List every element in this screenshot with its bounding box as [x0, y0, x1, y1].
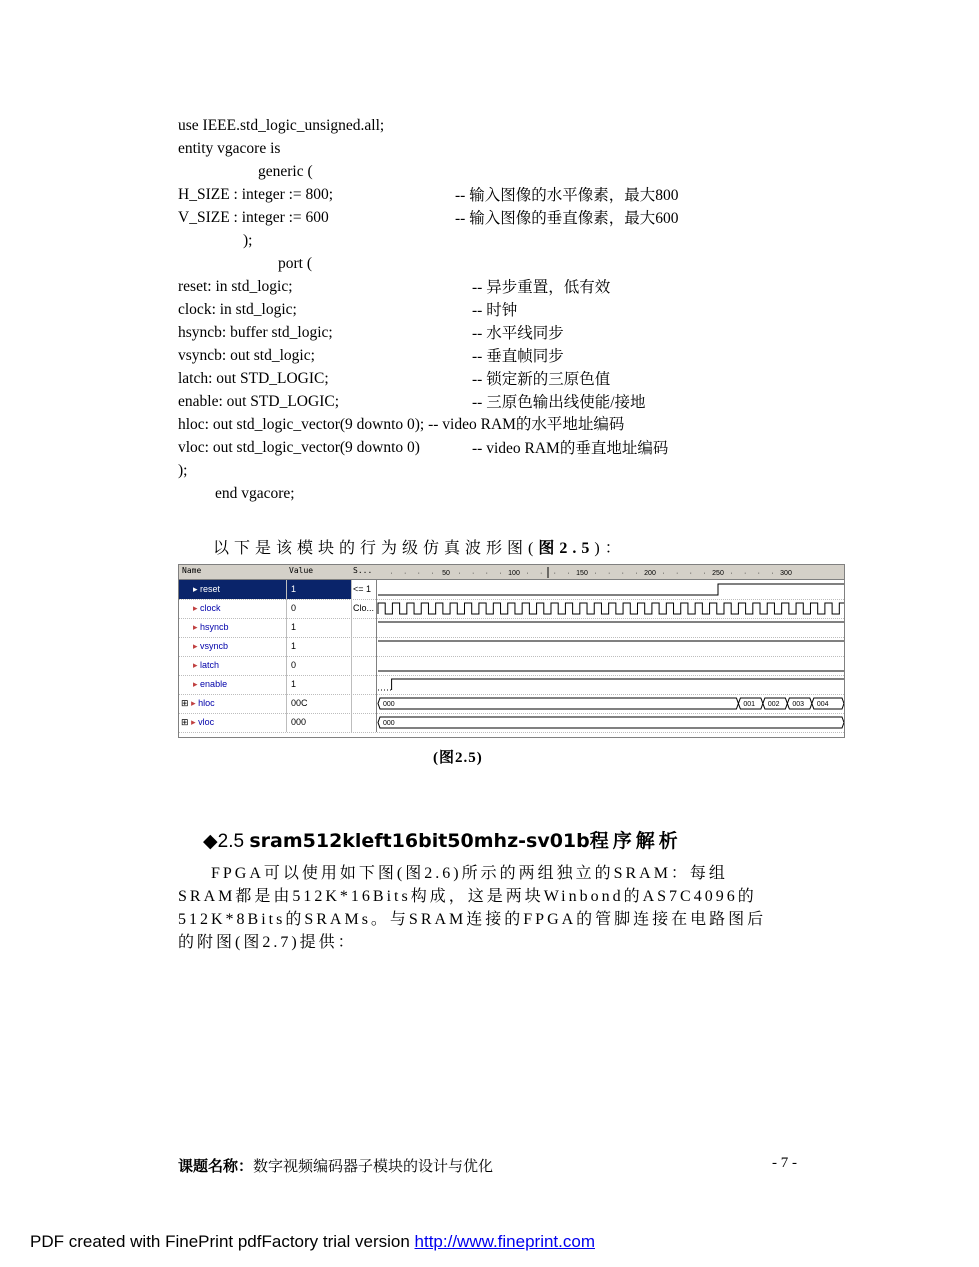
time-tick-dot: · [567, 570, 570, 577]
bus-value-label: 001 [743, 701, 756, 708]
time-tick-dot: · [676, 570, 679, 577]
bus-value-label: 002 [767, 701, 780, 708]
bus-value-label: 004 [816, 701, 829, 708]
time-tick-dot: · [458, 570, 461, 577]
code-line: hloc: out std_logic_vector(9 downto 0); -- video RAM的水平地址编码 [178, 416, 625, 433]
time-tick-label: 300 [780, 570, 792, 577]
time-tick-dot: · [553, 570, 556, 577]
time-tick-dot: · [404, 570, 407, 577]
signal-name: ⊞ ▸ hloc [181, 698, 215, 708]
time-tick-dot: · [540, 570, 543, 577]
paragraph-line: 的附图(图2.7)提供： [178, 934, 357, 951]
time-tick-dot: · [390, 570, 393, 577]
port-icon: ▸ [193, 622, 198, 632]
code-comment: -- 输入图像的水平像素，最大800 [455, 187, 679, 204]
code-comment: -- 水平线同步 [472, 325, 564, 342]
code-line: generic ( [258, 163, 313, 180]
figure-caption: (图2.5) [433, 750, 483, 766]
time-tick-dot: · [431, 570, 434, 577]
time-tick-dot: · [744, 570, 747, 577]
port-icon: ▸ [191, 698, 196, 708]
signal-name: ▸ hsyncb [193, 622, 229, 632]
waveform-viewer [178, 564, 845, 738]
code-line: latch: out STD_LOGIC; [178, 370, 329, 387]
time-tick-dot: · [730, 570, 733, 577]
page-number: - 7 - [772, 1155, 797, 1171]
expand-icon[interactable]: ⊞ [181, 698, 189, 708]
time-tick-dot: · [499, 570, 502, 577]
time-tick-label: 200 [644, 570, 656, 577]
signal-name: ⊞ ▸ vloc [181, 717, 215, 727]
time-tick-label: 250 [712, 570, 724, 577]
figure-intro: 以下是该模块的行为级仿真波形图(图2.5)： [213, 540, 626, 557]
header-name: Name [182, 566, 202, 575]
code-line: enable: out STD_LOGIC; [178, 393, 340, 410]
code-comment: -- 垂直帧同步 [472, 348, 564, 365]
enable-trace [392, 679, 844, 690]
paragraph-line: SRAM都是由512K*16Bits构成，这是两块Winbond的AS7C4096的 [178, 888, 757, 905]
footer-topic: 课题名称：数字视频编码器子模块的设计与优化 [178, 1159, 494, 1175]
time-tick-dot: · [689, 570, 692, 577]
header-value: Value [289, 566, 314, 575]
signal-value: 1 [286, 637, 351, 656]
clock-trace [378, 603, 844, 614]
signal-value: 1 [286, 618, 351, 637]
port-icon: ▸ [193, 584, 198, 594]
code-line: V_SIZE : integer := 600 [178, 209, 329, 226]
time-tick-dot: · [771, 570, 774, 577]
expand-icon[interactable]: ⊞ [181, 717, 189, 727]
signal-name: ▸ enable [193, 679, 228, 689]
bus-value-label: 000 [383, 720, 395, 727]
section-title: ◆2.5 sram512kleft16bit50mhz-sv01b程序解析 [203, 830, 682, 852]
port-icon: ▸ [193, 641, 198, 651]
time-tick-dot: · [662, 570, 665, 577]
signal-stimulus: <= 1 [351, 580, 377, 599]
header-s: S... [353, 566, 373, 575]
time-tick-label: 50 [442, 570, 450, 577]
code-line: H_SIZE : integer := 800; [178, 186, 334, 203]
code-comment: -- 三原色输出线使能/接地 [472, 394, 646, 411]
signal-value: 1 [286, 675, 351, 694]
time-tick-label: 150 [576, 570, 588, 577]
code-comment: -- 锁定新的三原色值 [472, 371, 611, 388]
port-icon: ▸ [191, 717, 196, 727]
time-tick-dot: · [703, 570, 706, 577]
code-line: vloc: out std_logic_vector(9 downto 0) [178, 439, 420, 456]
paragraph-line: 512K*8Bits的SRAMs。与SRAM连接的FPGA的管脚连接在电路图后 [178, 911, 767, 928]
reset-trace [378, 584, 844, 595]
signal-stimulus: Clo... [351, 599, 377, 618]
code-line: use IEEE.std_logic_unsigned.all; [178, 117, 385, 134]
paragraph-line: FPGA可以使用如下图(图2.6)所示的两组独立的SRAM：每组 [211, 865, 728, 882]
time-tick-dot: · [608, 570, 611, 577]
code-line: end vgacore; [215, 485, 295, 502]
signal-value: 0 [286, 599, 351, 618]
code-line: reset: in std_logic; [178, 278, 293, 295]
signal-name: ▸ clock [193, 603, 221, 613]
code-line: vsyncb: out std_logic; [178, 347, 315, 364]
time-tick-dot: · [472, 570, 475, 577]
code-line: port ( [278, 255, 313, 272]
time-tick-dot: · [526, 570, 529, 577]
time-tick-dot: · [757, 570, 760, 577]
time-tick-dot: · [621, 570, 624, 577]
time-tick-dot: · [635, 570, 638, 577]
signal-value: 0 [286, 656, 351, 675]
time-tick-dot: · [417, 570, 420, 577]
fineprint-link[interactable]: http://www.fineprint.com [414, 1232, 595, 1251]
bus-segment [378, 698, 738, 709]
time-tick-label: 100 [508, 570, 520, 577]
pdf-watermark: PDF created with FinePrint pdfFactory trial version http://www.fineprint.com [30, 1232, 595, 1251]
signal-name: ▸ latch [193, 660, 220, 670]
code-comment: -- 时钟 [472, 302, 518, 319]
time-tick-dot: · [594, 570, 597, 577]
port-icon: ▸ [193, 603, 198, 613]
code-comment: -- 异步重置，低有效 [472, 279, 611, 296]
bus-value-label: 003 [792, 701, 805, 708]
time-tick-dot: · [485, 570, 488, 577]
signal-value: 000 [286, 713, 351, 732]
code-line: ); [178, 462, 188, 479]
code-comment: -- 输入图像的垂直像素，最大600 [455, 210, 679, 227]
port-icon: ▸ [193, 679, 198, 689]
signal-value: 1 [286, 580, 351, 599]
waveform-traces [179, 565, 844, 737]
code-line: clock: in std_logic; [178, 301, 297, 318]
signal-value: 00C [286, 694, 351, 713]
port-icon: ▸ [193, 660, 198, 670]
code-line: hsyncb: buffer std_logic; [178, 324, 333, 341]
code-line: entity vgacore is [178, 140, 281, 157]
code-comment: -- video RAM的垂直地址编码 [472, 440, 669, 457]
signal-name: ▸ vsyncb [193, 641, 229, 651]
signal-name: ▸ reset [179, 580, 286, 599]
code-line: ); [243, 232, 253, 249]
bus-segment [378, 717, 844, 728]
bus-value-label: 000 [383, 701, 395, 708]
